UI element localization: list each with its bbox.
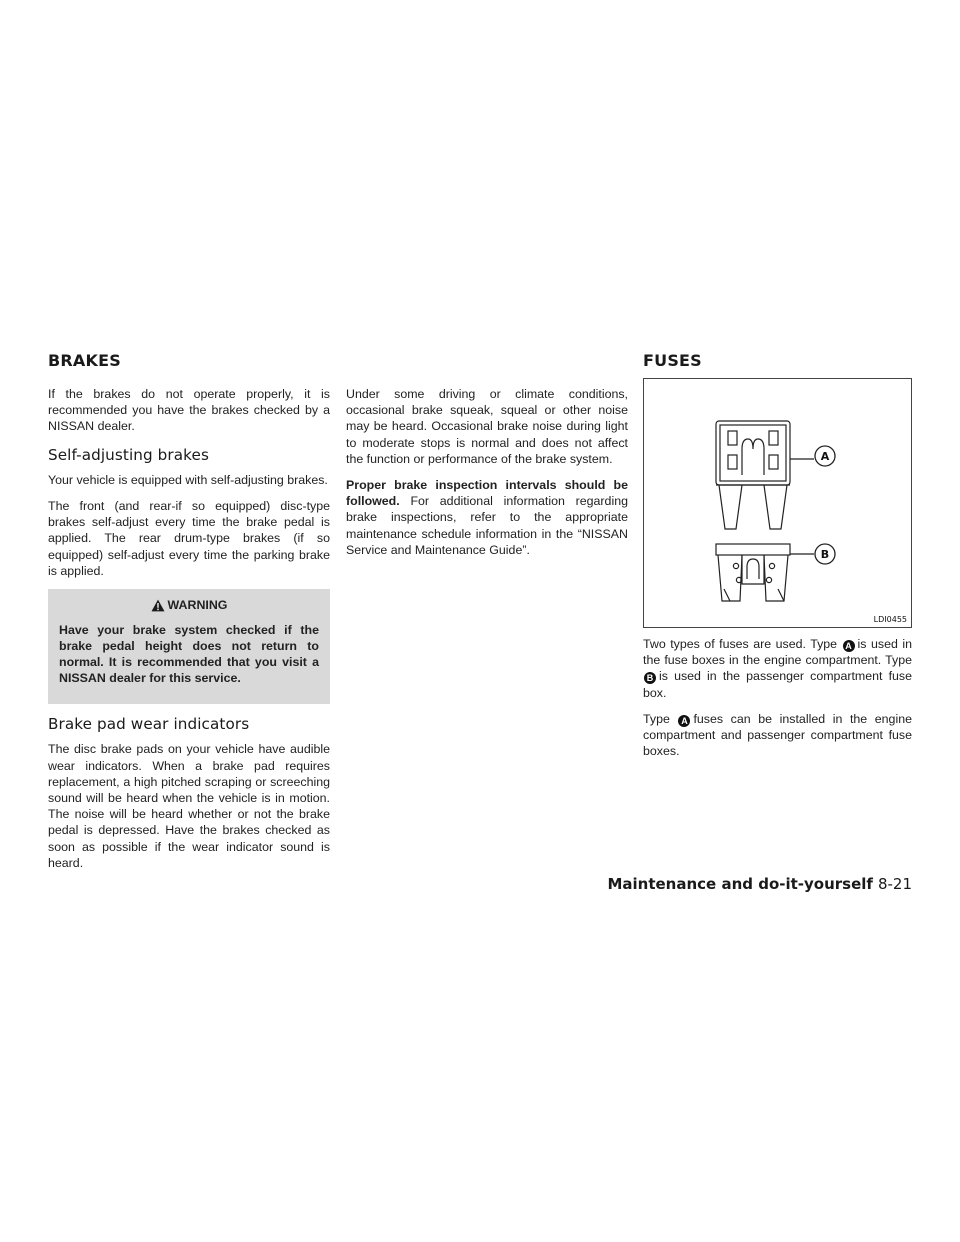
brake-noise-paragraph: Under some driving or climate conditions, occasional brake squeak, squeal or other noise may be heard. Occasional brake noise during light to moderate stops is normal and does not affect the function or performance of the brake system.: [346, 387, 628, 466]
warning-header: [59, 597, 319, 613]
fuses-column: [643, 636, 912, 769]
fuse-diagram: [644, 379, 911, 627]
inspection-paragraph: [346, 477, 628, 558]
page-number: 8-21: [877, 875, 912, 893]
inspection-text: For additional information regarding brake inspections, refer to the appropriate maintenance schedule information in the “NISSAN Service and Maintenance Guide”.: [346, 494, 628, 557]
fuse-install-paragraph: [643, 711, 912, 760]
brakes-intro-paragraph: If the brakes do not operate properly, it is recommended you have the brakes checked by a NISSAN dealer.: [48, 387, 330, 434]
type-a-badge: A: [843, 640, 855, 652]
brake-pad-wear-paragraph: The disc brake pads on your vehicle have audible wear indicators. When a brake pad requires replacement, a high pitched scraping or screeching sound will be heard when the vehicle is in motion. The noise will be heard whether or not the brake pedal is depressed. Have the brakes checked as soon as possible if the wear indicator sound is heard.: [48, 742, 330, 870]
section-title-brakes: BRAKES: [48, 351, 121, 370]
self-adjusting-paragraph-1: Your vehicle is equipped with self-adjusting brakes.: [48, 472, 328, 487]
warning-box: [48, 589, 330, 704]
figure-code: LDI0455: [873, 615, 907, 624]
brakes-column-1: [48, 386, 330, 881]
brakes-column-2: [346, 386, 628, 568]
figure-label-b: B: [820, 548, 830, 561]
fuse-install-text-1: Type: [643, 711, 678, 726]
fuse-types-text-2: is used in the fuse boxes in the engine compartment. Type: [643, 637, 912, 668]
self-adjusting-paragraph-2: The front (and rear-if so equipped) disc-type brakes self-adjust every time the brake pedal is applied. The rear drum-type brakes (if so equipped) self-adjust every time the parking brake is applied.: [48, 499, 330, 578]
warning-title: WARNING: [167, 598, 228, 613]
fuse-types-text-3: is used in the passenger compartment fuse box.: [643, 669, 912, 700]
type-b-badge: B: [644, 672, 656, 684]
section-title-fuses: FUSES: [643, 351, 702, 370]
figure-label-a: A: [820, 450, 830, 463]
fuse-types-text-1: Two types of fuses are used. Type: [643, 637, 842, 651]
warning-icon: [151, 599, 165, 612]
inspection-lead: Proper brake inspection intervals should be followed.: [346, 478, 628, 509]
type-a-badge-2: A: [678, 715, 690, 727]
fuse-types-paragraph: [643, 636, 912, 701]
chapter-title: Maintenance and do-it-yourself: [607, 875, 873, 893]
warning-text: Have your brake system checked if the brake pedal height does not return to normal. It is recommended that you visit a NISSAN dealer for this service.: [59, 623, 319, 686]
fuse-diagram-figure: [643, 378, 912, 628]
page-footer: [607, 875, 912, 893]
self-adjusting-brakes-heading: Self-adjusting brakes: [48, 445, 209, 464]
fuse-install-text-2: fuses can be installed in the engine compartment and passenger compartment fuse boxes.: [643, 711, 912, 759]
brake-pad-wear-heading: Brake pad wear indicators: [48, 715, 250, 734]
